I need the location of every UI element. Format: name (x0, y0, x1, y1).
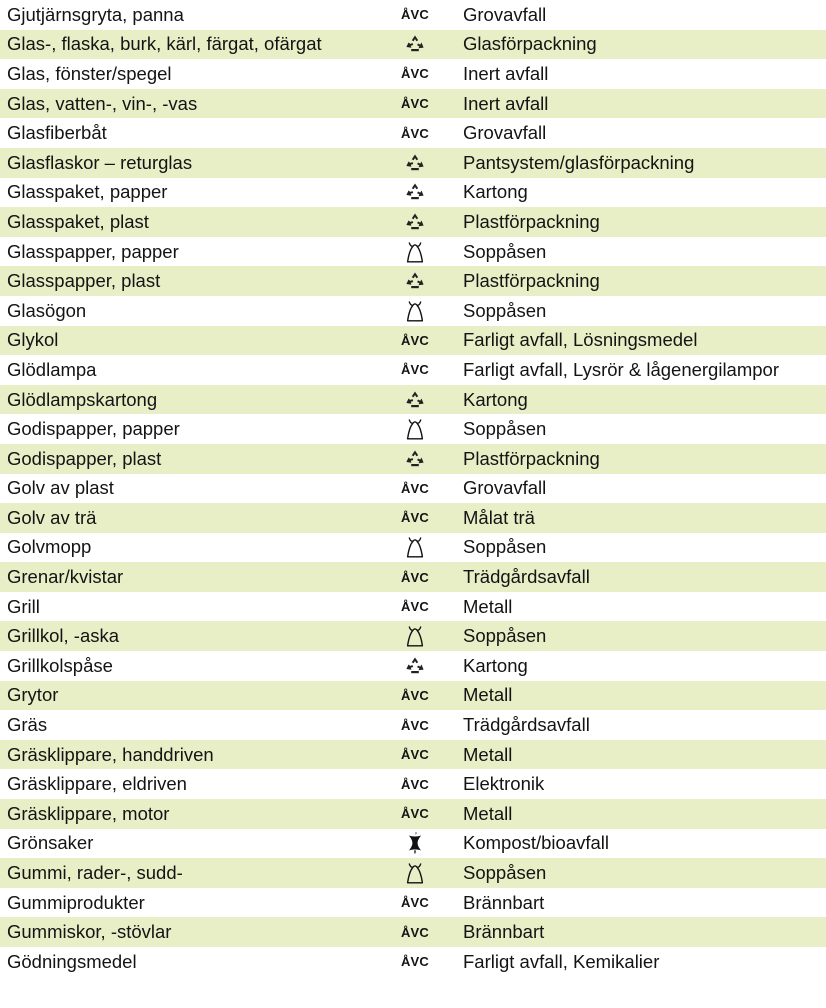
item-name: Godispapper, papper (7, 418, 180, 440)
disposal-method-icon (397, 621, 433, 651)
table-row (0, 118, 826, 148)
disposal-method-icon (397, 474, 433, 504)
item-name: Godispapper, plast (7, 447, 162, 469)
avc-icon: ÅVC (400, 895, 430, 911)
avc-icon: ÅVC (400, 125, 430, 141)
waste-category: Soppåsen (463, 862, 547, 884)
item-name: Gummiskor, -stövlar (7, 921, 172, 943)
waste-category: Metall (463, 743, 513, 765)
table-row (0, 917, 826, 947)
waste-category: Farligt avfall, Kemikalier (463, 950, 660, 972)
disposal-method-icon (397, 533, 433, 563)
item-name: Glasspaket, plast (7, 210, 149, 232)
table-row (0, 769, 826, 799)
avc-icon: ÅVC (400, 687, 430, 703)
table-row (0, 89, 826, 119)
avc-icon: ÅVC (400, 332, 430, 348)
recycle-icon (405, 182, 425, 202)
table-row (0, 0, 826, 30)
table-row (0, 237, 826, 267)
waste-category: Metall (463, 802, 513, 824)
item-name: Glasfiberbåt (7, 122, 107, 144)
item-name: Gummi, rader-, sudd- (7, 862, 183, 884)
recycle-icon (405, 390, 425, 410)
table-row (0, 385, 826, 415)
item-name: Glas-, flaska, burk, kärl, färgat, ofärgat (7, 33, 322, 55)
recycle-icon (405, 271, 425, 291)
waste-category: Målat trä (463, 506, 535, 528)
item-name: Gummiprodukter (7, 891, 145, 913)
item-name: Gräsklippare, motor (7, 802, 170, 824)
table-row (0, 207, 826, 237)
disposal-method-icon (397, 355, 433, 385)
table-row (0, 30, 826, 60)
waste-category: Grovavfall (463, 477, 547, 499)
table-row (0, 296, 826, 326)
disposal-method-icon (397, 503, 433, 533)
avc-icon: ÅVC (400, 717, 430, 733)
recycle-icon (405, 656, 425, 676)
table-row (0, 266, 826, 296)
avc-icon: ÅVC (400, 599, 430, 615)
table-row (0, 503, 826, 533)
item-name: Gjutjärnsgryta, panna (7, 3, 184, 25)
waste-category: Kartong (463, 181, 528, 203)
item-name: Glasspapper, plast (7, 270, 161, 292)
waste-category: Metall (463, 684, 513, 706)
disposal-method-icon (397, 858, 433, 888)
table-row (0, 474, 826, 504)
waste-category: Soppåsen (463, 299, 547, 321)
waste-category: Brännbart (463, 921, 545, 943)
waste-category: Soppåsen (463, 625, 547, 647)
apple-core-icon (406, 831, 424, 855)
disposal-method-icon (397, 710, 433, 740)
avc-icon: ÅVC (400, 776, 430, 792)
waste-category: Plastförpackning (463, 447, 600, 469)
disposal-method-icon (397, 444, 433, 474)
item-name: Grytor (7, 684, 59, 706)
table-row (0, 651, 826, 681)
table-row (0, 621, 826, 651)
disposal-method-icon (397, 89, 433, 119)
item-name: Grenar/kvistar (7, 566, 124, 588)
disposal-method-icon (397, 266, 433, 296)
disposal-method-icon (397, 947, 433, 977)
item-name: Gräs (7, 714, 48, 736)
disposal-method-icon (397, 592, 433, 622)
disposal-method-icon (397, 207, 433, 237)
waste-category: Glasförpackning (463, 33, 597, 55)
disposal-method-icon (397, 888, 433, 918)
table-row (0, 710, 826, 740)
table-row (0, 326, 826, 356)
item-name: Gräsklippare, eldriven (7, 773, 187, 795)
item-name: Grillkolspåse (7, 654, 113, 676)
waste-category: Farligt avfall, Lysrör & lågenergilampor (463, 358, 779, 380)
disposal-method-icon (397, 799, 433, 829)
waste-category: Inert avfall (463, 62, 549, 84)
table-row (0, 59, 826, 89)
waste-category: Brännbart (463, 891, 545, 913)
item-name: Golv av trä (7, 506, 97, 528)
recycle-icon (405, 212, 425, 232)
avc-icon: ÅVC (400, 569, 430, 585)
disposal-method-icon (397, 118, 433, 148)
table-row (0, 592, 826, 622)
bag-icon (404, 299, 426, 323)
item-name: Golv av plast (7, 477, 114, 499)
waste-category: Soppåsen (463, 418, 547, 440)
disposal-method-icon (397, 296, 433, 326)
table-row (0, 947, 826, 977)
recycle-icon (405, 153, 425, 173)
waste-category: Grovavfall (463, 122, 547, 144)
disposal-method-icon (397, 148, 433, 178)
waste-category: Elektronik (463, 773, 545, 795)
table-row (0, 533, 826, 563)
item-name: Glasögon (7, 299, 87, 321)
waste-category: Plastförpackning (463, 210, 600, 232)
waste-category: Pantsystem/glasförpackning (463, 151, 695, 173)
waste-category: Farligt avfall, Lösningsmedel (463, 329, 698, 351)
avc-icon: ÅVC (400, 954, 430, 970)
table-row (0, 562, 826, 592)
avc-icon: ÅVC (400, 96, 430, 112)
bag-icon (404, 535, 426, 559)
disposal-method-icon (397, 740, 433, 770)
disposal-method-icon (397, 829, 433, 859)
waste-category: Kartong (463, 388, 528, 410)
avc-icon: ÅVC (400, 924, 430, 940)
disposal-method-icon (397, 178, 433, 208)
recycle-icon (405, 449, 425, 469)
item-name: Glödlampa (7, 358, 97, 380)
avc-icon: ÅVC (400, 480, 430, 496)
disposal-method-icon (397, 237, 433, 267)
item-name: Glasflaskor – returglas (7, 151, 193, 173)
waste-category: Trädgårdsavfall (463, 566, 590, 588)
disposal-method-icon (397, 562, 433, 592)
item-name: Gödningsmedel (7, 950, 137, 972)
item-name: Glas, vatten-, vin-, -vas (7, 92, 198, 114)
avc-icon: ÅVC (400, 7, 430, 23)
recycle-icon (405, 34, 425, 54)
table-row (0, 888, 826, 918)
item-name: Glasspaket, papper (7, 181, 168, 203)
table-row (0, 681, 826, 711)
disposal-method-icon (397, 414, 433, 444)
waste-category: Kompost/bioavfall (463, 832, 610, 854)
table-row (0, 148, 826, 178)
bag-icon (404, 861, 426, 885)
disposal-method-icon (397, 59, 433, 89)
table-row (0, 414, 826, 444)
disposal-method-icon (397, 681, 433, 711)
table-row (0, 858, 826, 888)
item-name: Gräsklippare, handdriven (7, 743, 214, 765)
bag-icon (404, 240, 426, 264)
avc-icon: ÅVC (400, 510, 430, 526)
avc-icon: ÅVC (400, 806, 430, 822)
item-name: Golvmopp (7, 536, 92, 558)
item-name: Grillkol, -aska (7, 625, 120, 647)
item-name: Glödlampskartong (7, 388, 158, 410)
waste-category: Inert avfall (463, 92, 549, 114)
avc-icon: ÅVC (400, 747, 430, 763)
waste-category: Soppåsen (463, 536, 547, 558)
item-name: Glykol (7, 329, 59, 351)
avc-icon: ÅVC (400, 362, 430, 378)
bag-icon (404, 624, 426, 648)
disposal-method-icon (397, 385, 433, 415)
waste-category: Plastförpackning (463, 270, 600, 292)
table-row (0, 799, 826, 829)
waste-category: Soppåsen (463, 240, 547, 262)
table-row (0, 355, 826, 385)
item-name: Grill (7, 595, 40, 617)
item-name: Glas, fönster/spegel (7, 62, 172, 84)
table-row (0, 444, 826, 474)
disposal-method-icon (397, 769, 433, 799)
item-name: Grönsaker (7, 832, 94, 854)
table-row (0, 178, 826, 208)
disposal-method-icon (397, 30, 433, 60)
disposal-method-icon (397, 0, 433, 30)
avc-icon: ÅVC (400, 66, 430, 82)
waste-category: Trädgårdsavfall (463, 714, 590, 736)
disposal-method-icon (397, 651, 433, 681)
bag-icon (404, 417, 426, 441)
item-name: Glasspapper, papper (7, 240, 179, 262)
disposal-method-icon (397, 326, 433, 356)
table-row (0, 740, 826, 770)
disposal-method-icon (397, 917, 433, 947)
waste-category: Kartong (463, 654, 528, 676)
waste-category: Grovavfall (463, 3, 547, 25)
table-row (0, 829, 826, 859)
waste-category: Metall (463, 595, 513, 617)
